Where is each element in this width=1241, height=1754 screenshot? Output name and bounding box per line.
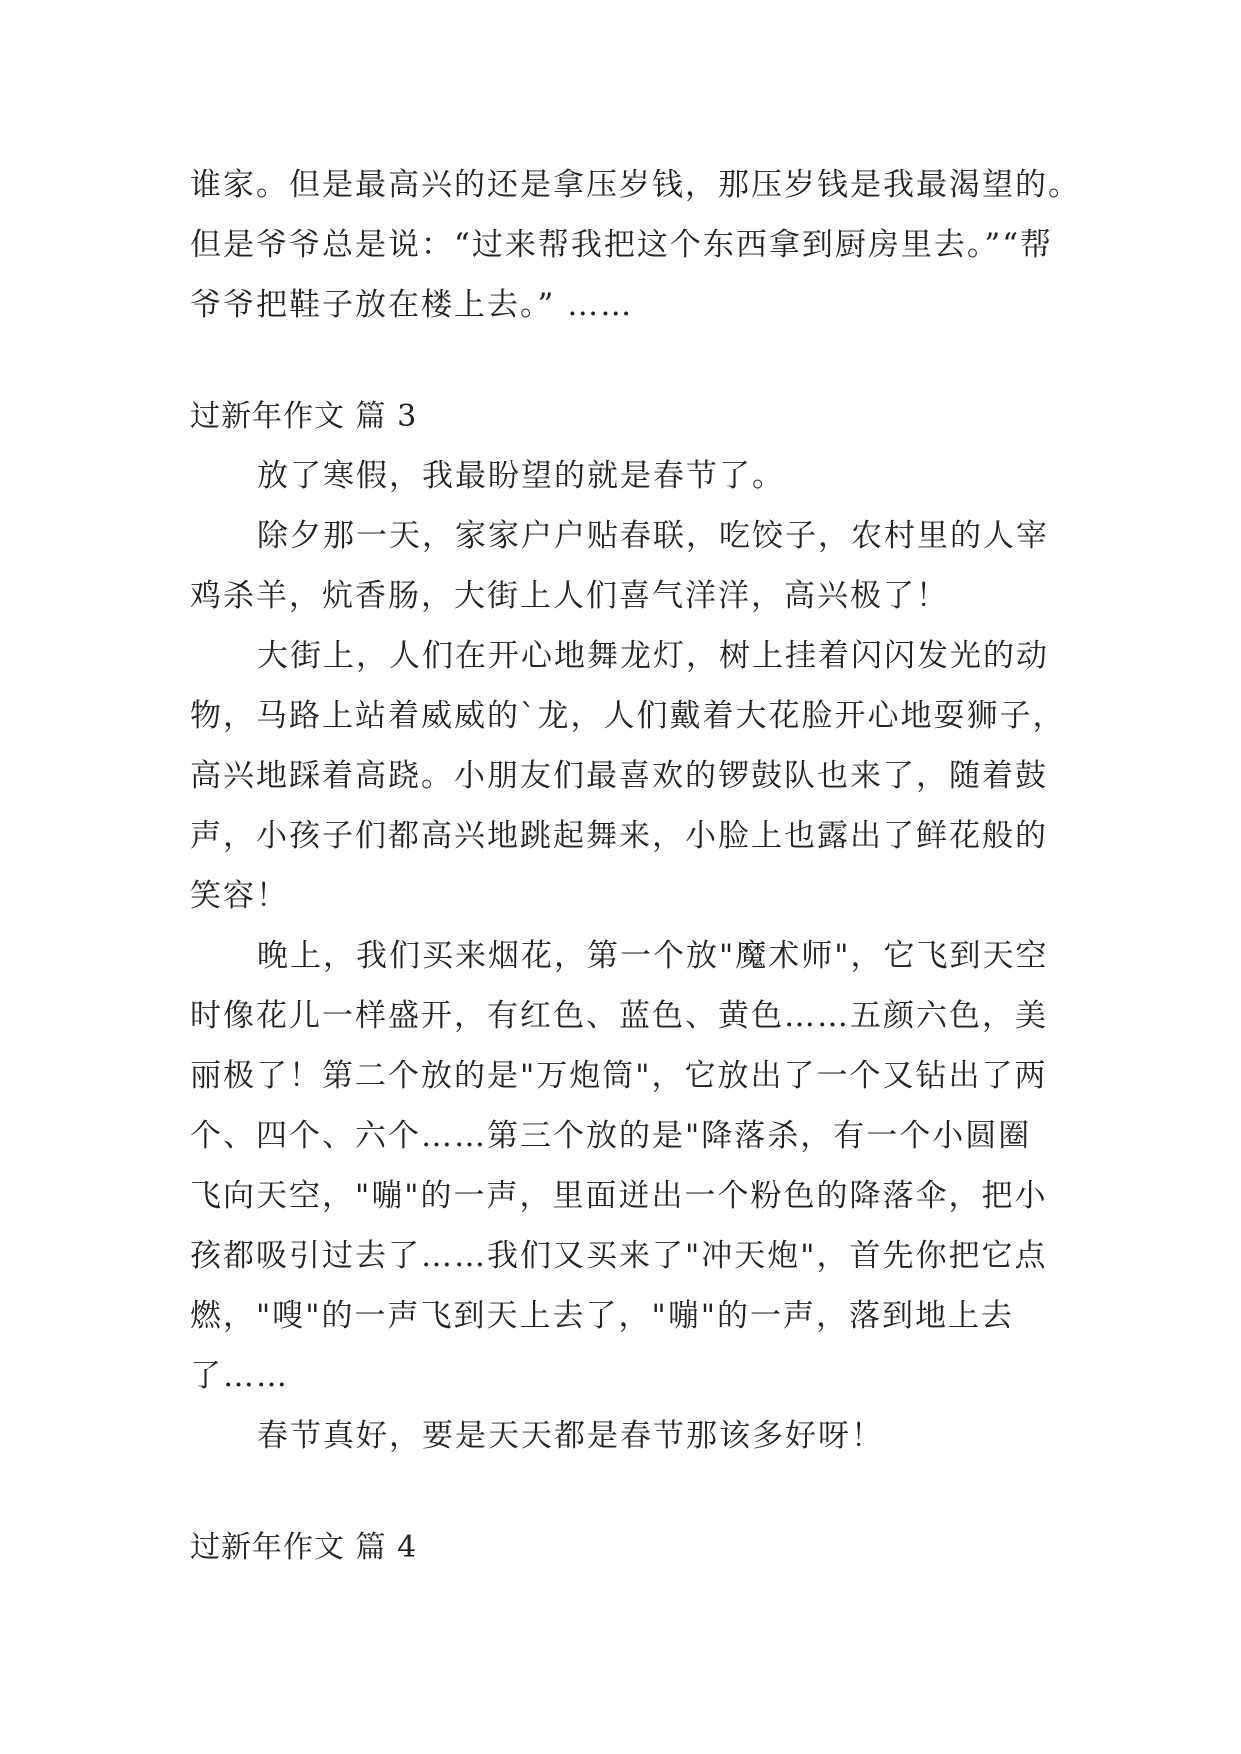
section-heading-4: 过新年作文 篇 4: [190, 1530, 418, 1565]
paragraph-line: 放了寒假，我最盼望的就是春节了。: [257, 458, 785, 494]
section-heading-3: 过新年作文 篇 3: [190, 399, 418, 434]
paragraph-line: 除夕那一天，家家户户贴春联，吃饺子，农村里的人宰: [257, 518, 1049, 554]
paragraph-line: 鸡杀羊，炕香肠，大街上人们喜气洋洋，高兴极了！: [190, 578, 949, 614]
paragraph-line: 时像花儿一样盛开，有红色、蓝色、黄色……五颜六色，美: [190, 998, 1048, 1034]
paragraph-line: 大街上，人们在开心地舞龙灯，树上挂着闪闪发光的动: [257, 638, 1049, 674]
paragraph-line: 但是爷爷总是说：“过来帮我把这个东西拿到厨房里去。”“帮: [190, 227, 1054, 263]
paragraph-line: 笑容！: [190, 878, 289, 914]
paragraph-line: 飞向天空，"嘣"的一声，里面迸出一个粉色的降落伞，把小: [190, 1178, 1048, 1214]
paragraph-line: 谁家。但是最高兴的还是拿压岁钱，那压岁钱是我最渴望的。: [190, 167, 1081, 203]
paragraph-line: 丽极了！第二个放的是"万炮筒"，它放出了一个又钻出了两: [190, 1058, 1048, 1094]
paragraph-line: 高兴地踩着高跷。小朋友们最喜欢的锣鼓队也来了，随着鼓: [190, 758, 1048, 794]
paragraph-line: 了……: [190, 1358, 289, 1394]
paragraph-line: 个、四个、六个……第三个放的是"降落杀，有一个小圆圈: [190, 1118, 1032, 1154]
paragraph-line: 晚上，我们买来烟花，第一个放"魔术师"，它飞到天空: [257, 938, 1049, 974]
paragraph-line: 爷爷把鞋子放在楼上去。” ……: [190, 287, 634, 323]
paragraph-line: 春节真好，要是天天都是春节那该多好呀！: [257, 1418, 884, 1454]
paragraph-line: 燃，"嗖"的一声飞到天上去了，"嘣"的一声，落到地上去: [190, 1298, 1015, 1334]
paragraph-line: 孩都吸引过去了……我们又买来了"冲天炮"，首先你把它点: [190, 1238, 1048, 1274]
paragraph-line: 物，马路上站着威威的`龙，人们戴着大花脸开心地耍狮子，: [190, 698, 1066, 734]
paragraph-line: 声，小孩子们都高兴地跳起舞来，小脸上也露出了鲜花般的: [190, 818, 1048, 854]
